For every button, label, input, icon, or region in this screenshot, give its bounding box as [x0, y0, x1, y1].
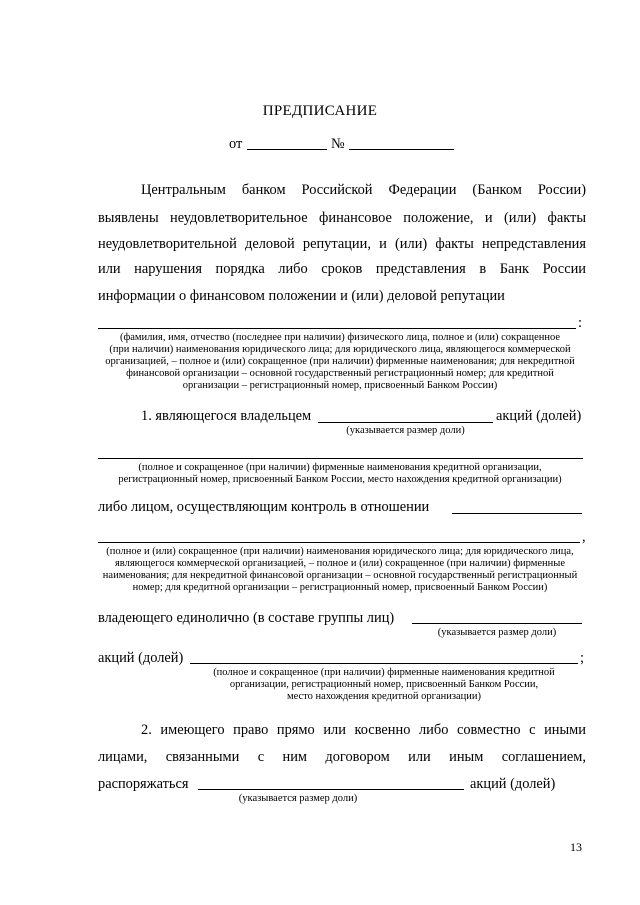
person-field-colon: :	[578, 315, 582, 331]
item1-ctrl-hint-4: номер; для кредитной организации – регистрационный номер, присвоенный Банком России)	[132, 582, 548, 593]
date-field-line	[247, 149, 327, 150]
page-number: 13	[570, 840, 582, 854]
item1-shares-hint-3: место нахождения кредитной организации)	[286, 691, 482, 702]
item1-shares-line	[190, 663, 578, 664]
item1-shares-hint-2: организации, регистрационный номер, присвоенный Банком России,	[229, 679, 539, 690]
item2-size-hint: (указывается размер доли)	[238, 793, 358, 804]
item1-owning-line	[412, 623, 582, 624]
intro-line-2: выявлены неудовлетворительное финансовое положение, и (или) факты	[98, 210, 586, 226]
intro-line-3: неудовлетворительной деловой репутации, и (или) факты непредставления	[98, 236, 586, 252]
item1-shares-hint-1: (полное и сокращенное (при наличии) фирменные наименования кредитной	[213, 667, 555, 678]
person-field-hint-2: (при наличии) наименования юридического лица; для юридического лица, являющегося коммерческой	[109, 344, 571, 355]
number-label: №	[331, 136, 345, 152]
from-label: от	[229, 136, 243, 152]
intro-line-4: или нарушения порядка либо сроков представления в Банк России	[98, 261, 586, 277]
item2-dispose-line	[198, 789, 464, 790]
item1-shares-semicolon: ;	[580, 650, 584, 666]
item1-shares-prefix: акций (долей)	[98, 650, 184, 666]
number-field-line	[349, 149, 454, 150]
person-field-hint-1: (фамилия, имя, отчество (последнее при наличии) физического лица, полное и (или) сокращенное	[119, 332, 561, 343]
item1-size-line	[318, 422, 493, 423]
item1-prefix: 1. являющегося владельцем	[141, 408, 312, 424]
intro-line-5: информации о финансовом положении и (или) деловой репутации	[98, 288, 505, 304]
intro-line-1: Центральным банком Российской Федерации (Банком России)	[141, 182, 586, 198]
item1-org-hint-2: регистрационный номер, присвоенный Банком России, место нахождения кредитной организации)	[118, 474, 562, 485]
item2-dispose-prefix: распоряжаться	[98, 776, 189, 792]
item1-ctrl-hint-2: являющегося коммерческой организацией, – полное и (или) сокращенное (при наличии) фирменные	[114, 558, 566, 569]
person-field-line	[98, 328, 576, 329]
item2-line-2: лицами, связанными с ним договором или иным соглашением,	[98, 749, 586, 765]
item1-org-line	[98, 458, 583, 459]
item1-ctrl-hint-3: наименования; для некредитной финансовой организации – основной государственный регистрационный	[102, 570, 578, 581]
item1-size-hint: (указывается размер доли)	[346, 425, 465, 436]
item1-ctrl-hint-1: (полное и (или) сокращенное (при наличии) наименования юридического лица; для юридического лица,	[106, 546, 574, 557]
item1-owning-text: владеющего единолично (в составе группы лиц)	[98, 610, 395, 626]
item1-control-comma: ,	[582, 529, 586, 545]
item1-control-text: либо лицом, осуществляющим контроль в отношении	[98, 499, 430, 515]
document-title: ПРЕДПИСАНИЕ	[262, 103, 378, 119]
item2-line-1: 2. имеющего право прямо или косвенно либо совместно с иными	[141, 722, 586, 738]
person-field-hint-3: организацией, – полное и (или) сокращенное (при наличии) фирменные наименования; для некредитной	[105, 356, 575, 367]
person-field-hint-4: финансовой организации – основной государственный регистрационный номер; для кредитной	[126, 368, 554, 379]
item1-owning-hint: (указывается размер доли)	[437, 627, 557, 638]
item1-org-hint-1: (полное и сокращенное (при наличии) фирменные наименования кредитной организации,	[138, 462, 542, 473]
item1-suffix: акций (долей)	[496, 408, 582, 424]
item2-dispose-suffix: акций (долей)	[470, 776, 556, 792]
person-field-hint-5: организации – регистрационный номер, присвоенный Банком России)	[182, 380, 498, 391]
item1-ctrl-entity-line	[98, 542, 580, 543]
item1-control-line	[452, 513, 582, 514]
